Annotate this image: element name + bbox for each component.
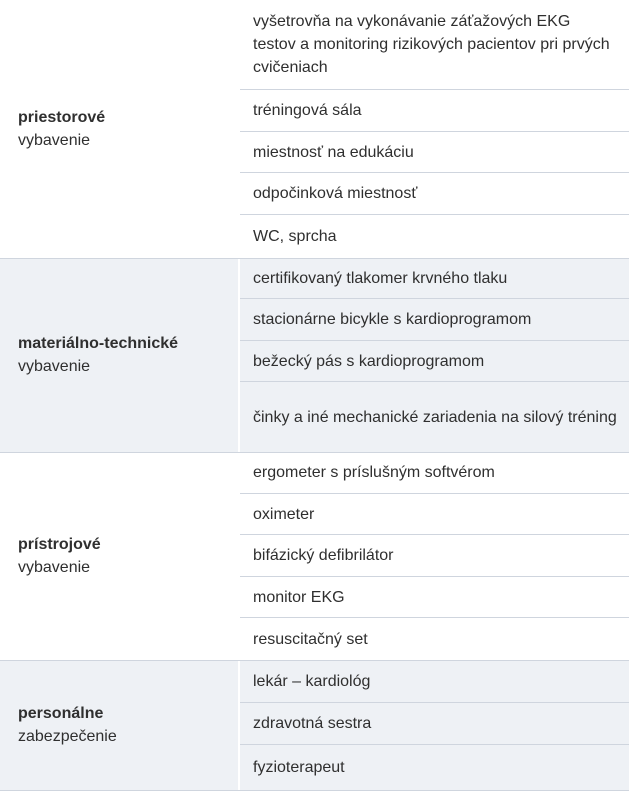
table-group — [0, 452, 629, 660]
table-row: oximeter — [240, 494, 629, 535]
table-row: bifázický defibrilátor — [240, 535, 629, 577]
item-list — [238, 258, 629, 452]
category-subtitle: vybavenie — [18, 559, 91, 576]
category-subtitle: vybavenie — [18, 358, 91, 375]
group-divider — [0, 258, 629, 259]
table-row: monitor EKG — [240, 577, 629, 618]
category-subtitle: zabezpečenie — [18, 728, 117, 745]
table-row: fyzioterapeut — [240, 745, 629, 790]
table-row: certifikovaný tlakomer krvného tlaku — [240, 258, 629, 299]
category-cell — [0, 660, 238, 790]
group-divider — [0, 660, 629, 661]
table-row: činky a iné mechanické zariadenia na silový tréning — [240, 382, 629, 452]
table-row: tréningová sála — [240, 90, 629, 132]
category-subtitle: vybavenie — [18, 132, 91, 149]
table-bottom-border — [0, 790, 629, 791]
item-list — [238, 0, 629, 258]
table-row: vyšetrovňa na vykonávanie záťažových EKG testov a monitoring rizikových pacientov pri prvých cvičeniach — [240, 0, 629, 90]
category-title: personálne — [18, 705, 104, 722]
group-divider — [0, 452, 629, 453]
table-group — [0, 660, 629, 790]
item-list — [238, 660, 629, 790]
table-row: lekár – kardiológ — [240, 660, 629, 703]
table-row: WC, sprcha — [240, 215, 629, 258]
category-cell — [0, 452, 238, 660]
category-title: priestorové — [18, 109, 106, 126]
category-cell — [0, 0, 238, 258]
table-row: bežecký pás s kardioprogramom — [240, 341, 629, 382]
table-row: stacionárne bicykle s kardioprogramom — [240, 299, 629, 341]
table-row: resuscitačný set — [240, 618, 629, 660]
table-row: ergometer s príslušným softvérom — [240, 452, 629, 494]
category-cell — [0, 258, 238, 452]
category-title: materiálno-technické — [18, 335, 179, 352]
category-title: prístrojové — [18, 536, 101, 553]
table-group — [0, 0, 629, 258]
table-group — [0, 258, 629, 452]
table-row: miestnosť na edukáciu — [240, 132, 629, 173]
table-row: odpočinková miestnosť — [240, 173, 629, 215]
table-row: zdravotná sestra — [240, 703, 629, 745]
item-list — [238, 452, 629, 660]
